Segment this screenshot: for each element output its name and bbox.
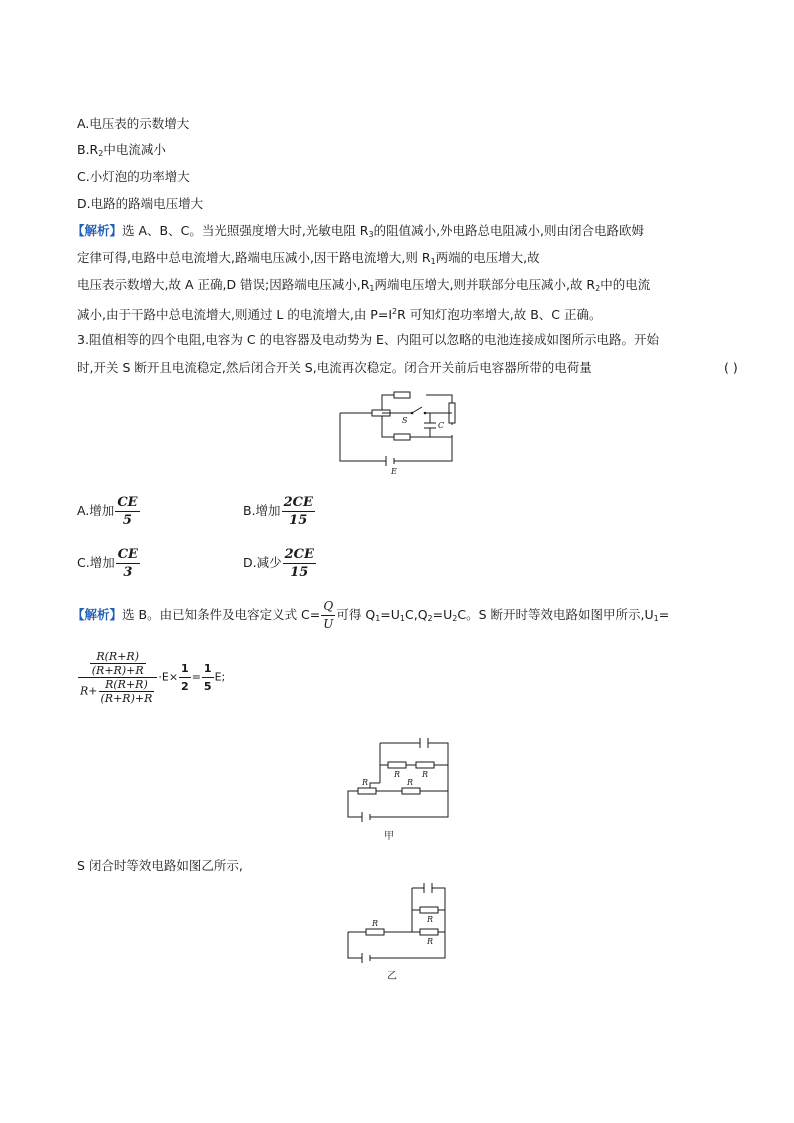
q2-option-d: D.电路的路端电压增大 bbox=[77, 196, 204, 211]
resistor-r2 bbox=[420, 929, 438, 935]
figure-jia-circuit bbox=[340, 735, 460, 850]
figure-jia-caption: 甲 bbox=[384, 831, 394, 842]
q3-option-d: D.减少 $\frac{2CE}{15}$ bbox=[243, 547, 314, 580]
svg-text:R: R bbox=[394, 770, 401, 779]
svg-text:R: R bbox=[427, 915, 434, 924]
q2-analysis-line-4: 减小,由于干路中总电流增大,则通过 L 的电流增大,由 $P=I^2R$ 可知灯泡功率增大,故 B、C 正确。 bbox=[77, 307, 602, 322]
capacitor bbox=[424, 883, 432, 893]
q2-option-a: A.电压表的示数增大 bbox=[77, 116, 190, 131]
resistor-r3 bbox=[358, 788, 376, 794]
analysis-tag: 【解析】 bbox=[72, 223, 123, 238]
q3-stem-line-2: 时,开关 S 断开且电流稳定,然后闭合开关 S,电流再次稳定。闭合开关前后电容器所带的电荷量 bbox=[77, 360, 592, 375]
label-s: S bbox=[402, 416, 408, 425]
battery bbox=[362, 953, 370, 963]
closed-switch-text: S 闭合时等效电路如图乙所示, bbox=[77, 858, 243, 873]
svg-text:R: R bbox=[407, 778, 414, 787]
label-e: E bbox=[391, 467, 397, 476]
svg-text:R: R bbox=[427, 937, 434, 946]
svg-text:R: R bbox=[362, 778, 369, 787]
q3-stem-line-1: 3.阻值相等的四个电阻,电容为 C 的电容器及电动势为 E、内阻可以忽略的电池连接成如图所示电路。开始 bbox=[77, 332, 659, 347]
resistor-bottom bbox=[394, 434, 410, 440]
resistor-r3 bbox=[366, 929, 384, 935]
q2-option-c: C.小灯泡的功率增大 bbox=[77, 169, 190, 184]
figure-yi-circuit bbox=[340, 880, 460, 985]
q3-analysis-line-1: 【解析】选 B。由已知条件及电容定义式 C= $\frac{Q}{U}$ 可得 $Q_1=U_1C,Q_2=U_2C$。S 断开时等效电路如图甲所示$,U_1=$ bbox=[72, 599, 670, 631]
u1-formula: $\frac{R(R+R)}{(R+R)+R}$ R+ $\frac{R(R+R)}{(R+R)+R}$ ·E× $\frac{1}{2}$ = $\frac{1}{5}$ E; bbox=[80, 650, 226, 705]
resistor-r2 bbox=[416, 762, 434, 768]
analysis-tag: 【解析】 bbox=[72, 607, 123, 622]
svg-text:R: R bbox=[372, 919, 379, 928]
label-c: C bbox=[438, 421, 445, 430]
q2-option-b: $B.R_2$中电流减小 bbox=[77, 142, 166, 158]
figure-yi-caption: 乙 bbox=[387, 971, 397, 982]
svg-text:R: R bbox=[422, 770, 429, 779]
q3-option-c: C.增加 $\frac{CE}{3}$ bbox=[77, 547, 138, 580]
battery bbox=[362, 812, 370, 822]
q3-option-b: B.增加 $\frac{2CE}{15}$ bbox=[243, 495, 313, 528]
q2-analysis-line-3: 电压表示数增大,故 A 正确,D 错误;因路端电压减小$,R_1$两端电压增大,则并联部分电压减小,故 $R_2$中的电流 bbox=[77, 277, 651, 293]
q2-analysis-line-2: 定律可得,电路中总电流增大,路端电压减小,因干路电流增大,则 $R_1$两端的电压增大,故 bbox=[77, 250, 540, 266]
q3-circuit-diagram bbox=[330, 385, 465, 480]
capacitor bbox=[420, 738, 428, 748]
q2-analysis-line-1: 【解析】选 A、B、C。当光照强度增大时,光敏电阻 $R_3$的阻值减小,外电路总电阻减小,则由闭合电路欧姆 bbox=[72, 223, 645, 239]
answer-bracket: ( ) bbox=[724, 360, 738, 375]
resistor-r4 bbox=[402, 788, 420, 794]
q3-option-a: A.增加 $\frac{CE}{5}$ bbox=[77, 495, 138, 528]
resistor-r1 bbox=[420, 907, 438, 913]
battery-e bbox=[386, 456, 394, 466]
switch-s bbox=[412, 407, 422, 413]
resistor-r1 bbox=[388, 762, 406, 768]
resistor-top bbox=[394, 392, 410, 398]
capacitor-c bbox=[424, 423, 436, 428]
